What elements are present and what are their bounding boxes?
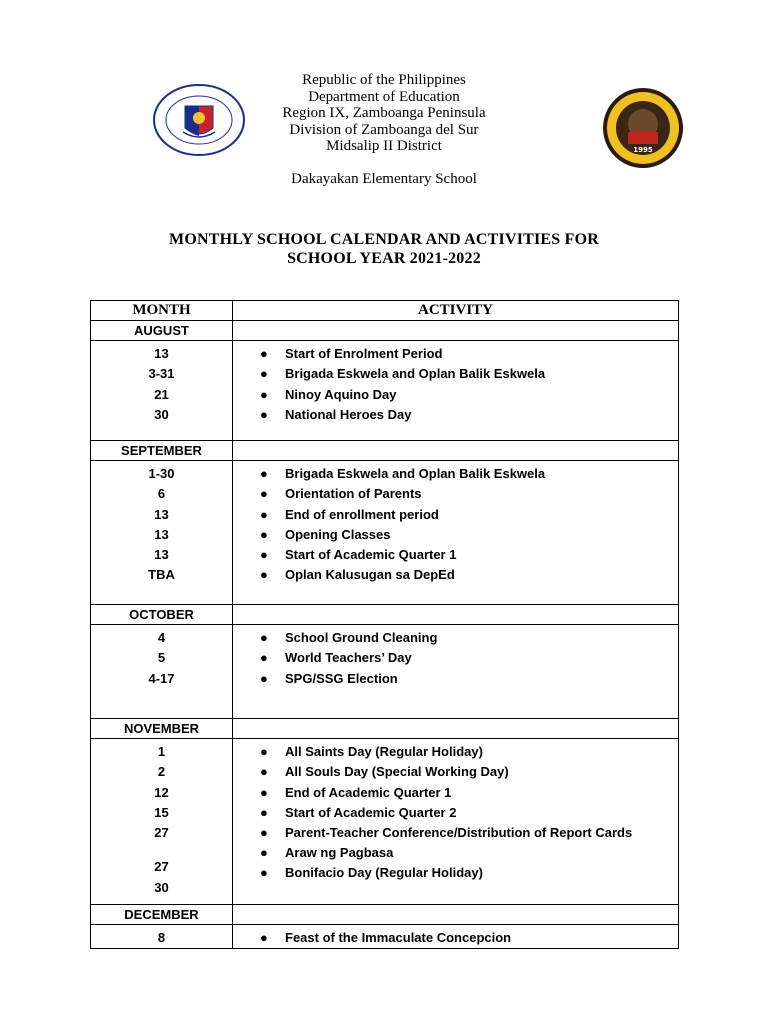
date-entry: 5: [157, 650, 166, 666]
date-entry: 6: [157, 486, 166, 502]
bullet-icon: ●: [260, 567, 268, 583]
month-header-row: [91, 605, 679, 625]
date-list: [91, 461, 233, 605]
month-activities-row: [91, 341, 679, 441]
activity-list: [233, 625, 679, 719]
activity-text: Ninoy Aquino Day: [285, 386, 397, 402]
activity-text: World Teachers’ Day: [285, 650, 412, 666]
bullet-icon: ●: [260, 650, 268, 666]
activity-text: End of Academic Quarter 1: [285, 784, 452, 800]
activity-text: Start of Enrolment Period: [285, 346, 443, 361]
month-name: DECEMBER: [91, 905, 233, 925]
date-entry: TBA: [148, 567, 175, 583]
month-header-blank: [233, 605, 679, 625]
activity-item: [233, 928, 678, 948]
bullet-icon: ●: [260, 844, 268, 860]
month-name: OCTOBER: [91, 605, 233, 625]
date-entry: 3-31: [148, 366, 175, 382]
month-header-blank: [233, 321, 679, 341]
bullet-icon: ●: [260, 466, 268, 481]
date-entry: 27: [154, 825, 169, 841]
header-line: Republic of the Philippines: [302, 72, 466, 88]
seal-year: 1995: [633, 146, 653, 154]
activity-item: [233, 628, 678, 648]
bullet-icon: ●: [260, 486, 268, 502]
date-entry: 21: [154, 386, 169, 402]
bullet-icon: ●: [260, 386, 268, 402]
date-entry: 13: [154, 547, 169, 563]
activity-text: Start of Academic Quarter 1: [285, 547, 457, 563]
bullet-icon: ●: [260, 764, 268, 780]
date-entry: 13: [154, 506, 169, 522]
bullet-icon: ●: [260, 864, 268, 880]
bullet-icon: ●: [260, 804, 268, 820]
activity-item: [233, 648, 678, 668]
activity-list: [233, 739, 679, 905]
date-entry: 30: [154, 879, 169, 895]
date-entry: 27: [154, 859, 169, 875]
month-name: NOVEMBER: [91, 719, 233, 739]
bullet-icon: ●: [260, 930, 268, 945]
bullet-icon: ●: [260, 547, 268, 563]
activity-text: SPG/SSG Election: [285, 670, 398, 686]
activity-item: [233, 464, 678, 484]
activity-text: Opening Classes: [285, 526, 391, 542]
activity-text: Oplan Kalusugan sa DepEd: [285, 567, 455, 583]
date-entry: 2: [157, 764, 166, 780]
activity-item: [233, 545, 678, 565]
activity-item: [233, 843, 678, 863]
activity-item: [233, 565, 678, 585]
activity-item: [233, 525, 678, 545]
month-header-blank: [233, 441, 679, 461]
date-list: [91, 341, 233, 441]
month-activities-row: [91, 925, 679, 949]
bullet-icon: ●: [260, 346, 268, 361]
header-line: Midsalip II District: [326, 138, 442, 154]
activity-item: [233, 669, 678, 689]
month-name: SEPTEMBER: [91, 441, 233, 461]
month-header-row: [91, 441, 679, 461]
month-name: AUGUST: [91, 321, 233, 341]
date-entry: 1: [157, 744, 166, 759]
header-line: Region IX, Zamboanga Peninsula: [282, 105, 486, 121]
month-header-row: [91, 321, 679, 341]
activity-text: All Saints Day (Regular Holiday): [285, 744, 483, 759]
document-title: [84, 230, 684, 268]
date-entry: 15: [154, 804, 169, 820]
month-activities-row: [91, 625, 679, 719]
letterhead: [200, 72, 568, 187]
column-header-activity: ACTIVITY: [233, 301, 679, 321]
date-entry: 8: [157, 930, 166, 945]
activity-text: End of enrollment period: [285, 506, 439, 522]
date-list: [91, 925, 233, 949]
date-list: [91, 625, 233, 719]
bullet-icon: ●: [260, 406, 268, 422]
bullet-icon: ●: [260, 825, 268, 841]
activity-item: [233, 783, 678, 803]
activity-text: Brigada Eskwela and Oplan Balik Eskwela: [285, 366, 546, 382]
activity-text: All Souls Day (Special Working Day): [285, 764, 509, 780]
month-activities-row: [91, 739, 679, 905]
activity-item: [233, 484, 678, 504]
bullet-icon: ●: [260, 526, 268, 542]
activity-list: [233, 461, 679, 605]
activity-list: [233, 341, 679, 441]
activity-text: School Ground Cleaning: [285, 630, 438, 645]
title-line-1: MONTHLY SCHOOL CALENDAR AND ACTIVITIES FOR: [169, 231, 599, 248]
date-entry: [91, 843, 232, 857]
month-header-blank: [233, 905, 679, 925]
date-entry: 13: [154, 346, 169, 361]
date-entry: 4-17: [148, 670, 175, 686]
bullet-icon: ●: [260, 366, 268, 382]
calendar-table: [90, 300, 679, 949]
school-name: Dakayakan Elementary School: [291, 170, 477, 187]
activity-item: [233, 344, 678, 364]
header-line: Department of Education: [308, 88, 460, 105]
date-entry: 12: [154, 784, 169, 800]
activity-text: Araw ng Pagbasa: [285, 844, 394, 860]
header-line: Division of Zamboanga del Sur: [289, 121, 479, 138]
date-list: [91, 739, 233, 905]
activity-item: [233, 405, 678, 425]
activity-text: Parent-Teacher Conference/Distribution of Report Cards: [285, 825, 633, 841]
activity-text: Orientation of Parents: [285, 486, 422, 502]
title-line-2: SCHOOL YEAR 2021-2022: [287, 250, 481, 267]
activity-item: [233, 863, 678, 883]
month-header-row: [91, 719, 679, 739]
activity-item: [233, 762, 678, 782]
activity-text: Start of Academic Quarter 2: [285, 804, 457, 820]
activity-text: Bonifacio Day (Regular Holiday): [285, 864, 483, 880]
activity-list: [233, 925, 679, 949]
activity-item: [233, 364, 678, 384]
activity-text: National Heroes Day: [285, 406, 412, 422]
month-header-blank: [233, 719, 679, 739]
table-header-row: [91, 301, 679, 321]
activity-item: [233, 742, 678, 762]
school-seal: [602, 86, 684, 170]
bullet-icon: ●: [260, 506, 268, 522]
activity-text: Brigada Eskwela and Oplan Balik Eskwela: [285, 466, 546, 481]
bullet-icon: ●: [260, 670, 268, 686]
date-entry: 13: [154, 526, 169, 542]
activity-item: [233, 803, 678, 823]
activity-item: [233, 505, 678, 525]
bullet-icon: ●: [260, 744, 268, 759]
column-header-month: MONTH: [91, 301, 233, 321]
activity-item: [233, 823, 678, 843]
month-activities-row: [91, 461, 679, 605]
activity-text: Feast of the Immaculate Concepcion: [285, 930, 512, 945]
date-entry: 1-30: [148, 466, 175, 481]
month-header-row: [91, 905, 679, 925]
date-entry: 4: [157, 630, 166, 645]
date-entry: 30: [154, 406, 169, 422]
bullet-icon: ●: [260, 630, 268, 645]
bullet-icon: ●: [260, 784, 268, 800]
activity-item: [233, 385, 678, 405]
